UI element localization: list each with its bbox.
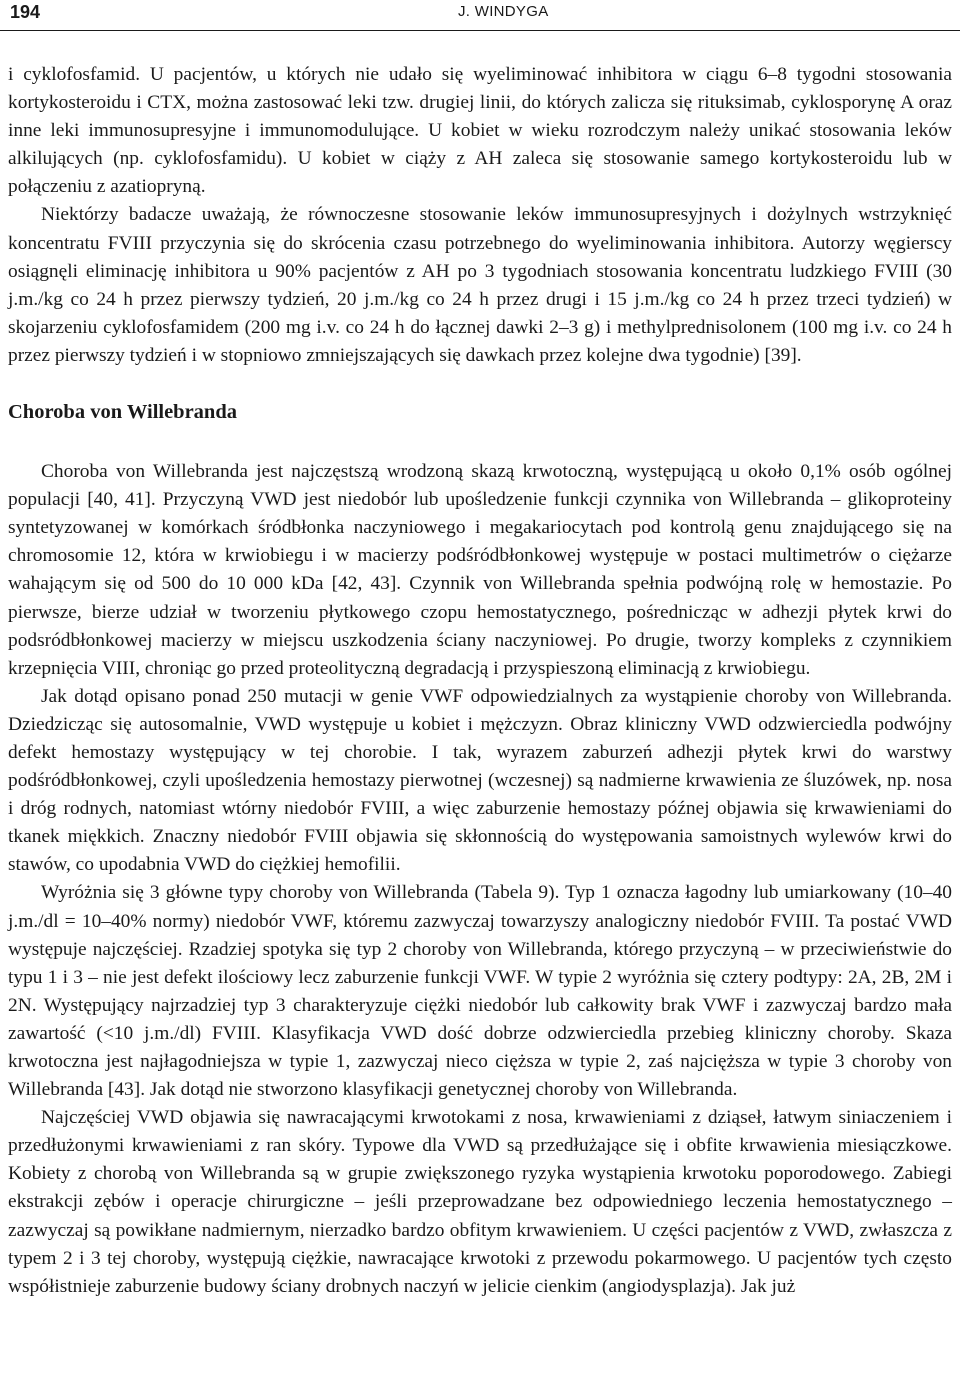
paragraph: Wyróżnia się 3 główne typy choroby von Willebranda (Tabela 9). Typ 1 oznacza łagodny lub umiarkowany (10–40 j.m./dl = 10–40% normy) niedobór VWF, któremu zazwyczaj towarzyszy analogiczny niedobór FVIII. Ta postać VWD występuje najczęściej. Rzadziej spotyka się typ 2 choroby von Willebranda, którego przyczyną – w przeciwieństwie do typu 1 i 3 – nie jest defekt ilościowy lecz zaburzenie funkcji VWF. W typie 2 wyróżnia się cztery podtypy: 2A, 2B, 2M i 2N. Występujący najrzadziej typ 3 charakteryzuje ciężki niedobór lub całkowity brak VWF i zazwyczaj bardzo mała zawartość (<10 j.m./dl) FVIII. Klasyfikacja VWD dość dobrze odzwierciedla przebieg kliniczny choroby. Skaza krwotoczna jest najłagodniejsza w typie 1, zazwyczaj nieco cięższa w typie 2, zaś najcięższa w typie 3 choroby von Willebranda [43]. Jak dotąd nie stworzono klasyfikacji genetycznej choroby von Willebranda.	[8, 882, 952, 1101]
paragraph: Najczęściej VWD objawia się nawracającymi krwotokami z nosa, krwawieniami z dziąseł, łatwym siniaczeniem i przedłużonymi krwawieniami z ran skóry. Typowe dla VWD są przedłużające się i obfite krwawienia miesiączkowe. Kobiety z chorobą von Willebranda są w grupie zwiększonego ryzyka wystąpienia krwotoku poporodowego. Zabiegi ekstrakcji zębów i operacje chirurgiczne – jeśli przeprowadzane bez odpowiedniego leczenia hemostatycznego – zazwyczaj są powikłane nadmiernym, nierzadko bardzo obfitym krwawieniem. U części pacjentów z VWD, zwłaszcza z typem 2 i 3 tej choroby, występują ciężkie, nawracające krwotoki z przewodu pokarmowego. U pacjentów tych często współistnieje zaburzenie budowy ściany drobnych naczyń w jelicie cienkim (angiodysplazja). Jak już	[8, 1107, 952, 1297]
header-rule	[0, 30, 960, 31]
paragraph: Choroba von Willebranda jest najczęstszą wrodzoną skazą krwotoczną, występującą u około 0,1% osób ogólnej populacji [40, 41]. Przyczyną VWD jest niedobór lub upośledzenie funkcji czynnika von Willebranda – glikoproteiny syntetyzowanej w komórkach śródbłonka naczyniowego i megakariocytach pod kontrolą genu znajdującego się na chromosomie 12, która w krwiobiegu i w macierzy podśródbłonkowej występuje w postaci multimetrów o ciężarze wahającym się od 500 do 10 000 kDa [42, 43]. Czynnik von Willebranda spełnia podwójną rolę w hemostazie. Po pierwsze, bierze udział w tworzeniu płytkowego czopu hemostatycznego, pośrednicząc w adhezji płytek krwi do podsródbłonkowej macierzy w miejscu uszkodzenia ściany naczyniowej. Po drugie, tworzy kompleks z czynnikiem krzepnięcia VIII, chroniąc go przed proteolityczną degradacją i przyspieszoną eliminacją z krwiobiegu.	[8, 461, 952, 679]
paragraph: i cyklofosfamid. U pacjentów, u których nie udało się wyeliminować inhibitora w ciągu 6–8 tygodni stosowania kortykosteroidu i CTX, można zastosować leki tzw. drugiej linii, do których zalicza się rituksimab, cyklosporynę A oraz inne leki immunosupresyjne i immunomodulujące. U kobiet w wieku rozrodczym należy unikać stosowania leków alkilujących (np. cyklofosfamidu). U kobiet w ciąży z AH zaleca się stosowanie samego kortykosteroidu lub w połączeniu z azatiopryną.	[8, 64, 952, 198]
running-head: J. WINDYGA	[458, 3, 549, 20]
page-header	[0, 0, 960, 30]
paragraph: Jak dotąd opisano ponad 250 mutacji w genie VWF odpowiedzialnych za wystąpienie choroby von Willebranda. Dziedzicząc się autosomalnie, VWD występuje u kobiet i mężczyzn. Obraz kliniczny VWD odzwierciedla podwójny defekt hemostazy występujący w tej chorobie. I tak, wyrazem zaburzeń adhezji płytek krwi do warstwy podśródbłonkowej, czyli upośledzenia hemostazy pierwotnej (wczesnej) są nadmierne krwawienia ze śluzówek, np. nosa i dróg rodnych, natomiast wtórny niedobór FVIII, a więc zaburzenie hemostazy późnej objawia się krwawieniami do tkanek miękkich. Znaczny niedobór FVIII objawia się skłonnością do występowania samoistnych wylewów krwi do stawów, co upodabnia VWD do ciężkiej hemofilii.	[8, 685, 952, 876]
section-heading: Choroba von Willebranda	[8, 401, 237, 424]
paragraph: Niektórzy badacze uważają, że równoczesne stosowanie leków immunosupresyjnych i dożylnych wstrzyknięć koncentratu FVIII przyczynia się do skrócenia czasu potrzebnego do wyeliminowania inhibitora. Autorzy węgierscy osiągnęli eliminację inhibitora u 90% pacjentów z AH po 3 tygodniach stosowania koncentratu ludzkiego FVIII (30 j.m./kg co 24 h przez pierwszy tydzień, 20 j.m./kg co 24 h przez drugi i 15 j.m./kg co 24 h przez trzeci tydzień) w skojarzeniu cyklofosfamidem (200 mg i.v. co 24 h do łącznej dawki 2–3 g) i methylprednisolonem (100 mg i.v. co 24 h przez pierwszy tydzień i w stopniowo zmniejszających się dawkach przez kolejne dwa tygodnie) [39].	[8, 204, 952, 366]
page-number: 194	[10, 2, 41, 22]
article-body	[8, 61, 952, 1301]
